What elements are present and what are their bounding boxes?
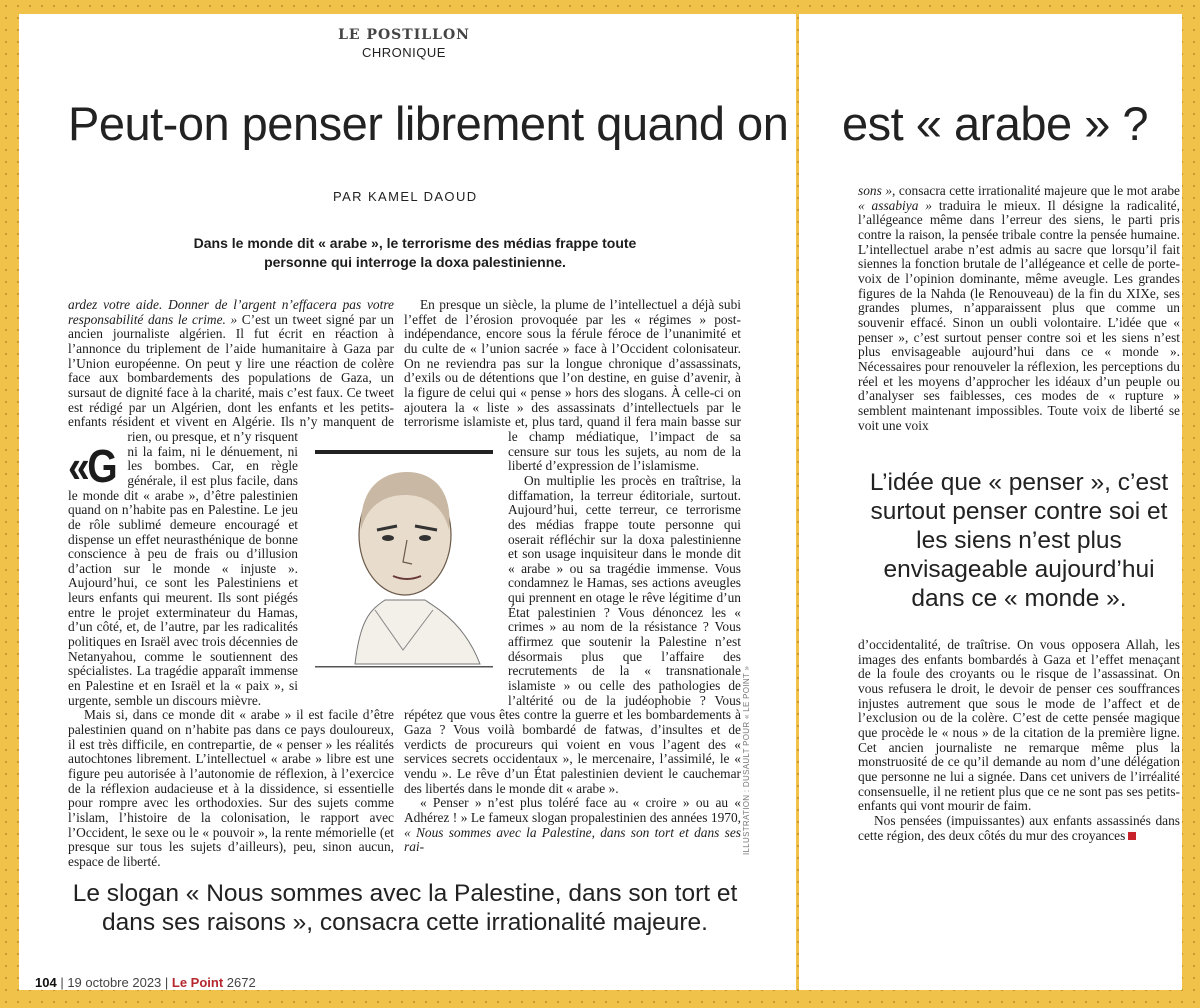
paragraph: On multiplie les procès en traîtrise, la diffamation, la terreur éditoriale, surtout. Aujourd’hui, cette terreur, ce terrorisme des médias frappe toute personne qui oserait réfléchir sur la doxa palestinienne et son usage inquisiteur dans le monde dit « arabe » ou sa tragédie immense. Vous condamnez le Hamas, ses actions aveugles qui prennent en otage le rêve légitime d’un État palestinien ? Vous dénoncez les « crimes » au nom de la résistance ? Vous affirmez que soutenir la Palestine n’est désormais plus que l’affaire des recrutements de la « transnationale islamiste » ou celle des pathologies de l’altérité ou de la judéophobie ? Vous répétez que vous êtes contre la guerre et les bombardements à Gaza ? Vous voilà bombardé de fatwas, d’insultes et de verdicts de procureurs qui voient en vous l’agent des « services secrets occidentaux », le mercenaire, l’assimilé, le « vendu ». Le rêve d’un État palestinien devient le cauchemar des libertés dans le monde dit « arabe ». bbox=[404, 472, 741, 796]
column-3-bottom bbox=[858, 638, 1180, 843]
pull-quote-right: L’idée que « penser », c’est surtout penser contre soi et les siens n’est plus envisageable aujourd’hui dans ce « monde ». bbox=[869, 469, 1169, 612]
masthead-title: LE POSTILLON bbox=[338, 27, 470, 43]
masthead bbox=[330, 27, 478, 60]
paragraph bbox=[858, 184, 1180, 433]
end-mark-icon bbox=[1128, 832, 1136, 840]
page-number: 104 bbox=[35, 975, 57, 990]
pull-quote-bottom: Le slogan « Nous sommes avec la Palestine, dans son tort et dans ses raisons », consacra cette irrationalité majeure. bbox=[72, 880, 738, 936]
headline-part-1: Peut-on penser librement quand on bbox=[68, 97, 789, 150]
paragraph: d’occidentalité, de traîtrise. On vous opposera Allah, les images des enfants bombardés à Gaza et l’effet menaçant de la foule des croyants ou le risque de l’assassinat. On vous refusera le droit, le devoir de penser ces souffrances injustes autrement que sous le mode de l’affect et de l’exclusion ou de la colère. C’est de cette pensée magique que procède le « nous » de la citation de la première ligne. Cet ancien journaliste ne remarque même plus la monstruosité de ce qu’il demande au nom d’une délégation que personne ne lui a signée. Dans cet univers de l’irréalité consensuelle, il ne retient plus que ce ne sont pas ses petits-enfants qui vont mourir de faim. bbox=[858, 637, 1180, 814]
illustration-credit: ILLUSTRATION : DUSAULT POUR « LE POINT » bbox=[742, 665, 751, 855]
section-label: CHRONIQUE bbox=[362, 45, 446, 60]
column-3-top bbox=[858, 184, 1180, 433]
lead-quote: ardez votre aide. Donner de l’argent n’effacera pas votre responsabilité dans le crime. » bbox=[68, 297, 394, 327]
paragraph-text: Nos pensées (impuissantes) aux enfants assassinés dans cette région, des deux côtés du mur des croyances bbox=[858, 812, 1180, 843]
paragraph-text: « Penser » n’est plus toléré face au « croire » ou au « Adhérez ! » Le fameux slogan propalestinien des années 1970, bbox=[404, 795, 741, 825]
paragraph-text: C’est un tweet signé par un ancien journaliste algérien. Il fut écrit en réaction à l’annonce du triplement de l’aide humanitaire à Gaza par l’Union européenne. On peut y lire une réaction de colère face aux bombardements des populations de Gaza, un sursaut de dignité face à la charité, mais c’est faux. Ce tweet est rédigé par un Algérien, dont les enfants et les petits-enfants résident et vivent en Algérie. Ils n’y manquent de rien, ou presque, et n’y risquent ni la faim, ni le dénuement, ni les bombes. Car, en règle générale, il est plus facile, dans le monde dit « arabe », d’être palestinien quand on n’habite pas en Palestine. Le jeu de rôle sublimé demeure encouragé et dispense un effet neurasthénique de bonne conscience à peu de frais ou d’illusion d’action sur le monde « injuste ». Aujourd’hui, ce sont les Palestiniens et leurs enfants qui meurent. Ils sont piégés entre le projet exterminateur du Hamas, d’un côté, et, de l’autre, par les radicalités politiques en Israël avec trois décennies de Netanyahou, comme le soutiennent des spécialistes. La tragédie apparaît immense en Palestine et en Israël et la « paix », si urgente, semble un discours mièvre. bbox=[68, 311, 395, 708]
paragraph bbox=[858, 814, 1180, 843]
headline-part-2: est « arabe » ? bbox=[842, 97, 1149, 150]
paragraph-text: , consacra cette irrationalité majeure que le mot arabe bbox=[892, 183, 1180, 198]
assabiya-term: « assabiya » bbox=[858, 197, 932, 213]
paragraph: En presque un siècle, la plume de l’intellectuel a déjà subi l’effet de l’érosion provoquée par les « régimes » post-indépendance, encore sous la férule féroce de l’unanimité et du culte de « l’union sacrée » face à l’Occident colonisateur. On ne reviendra pas sur la longue chronique d’assassinats, d’exils ou de détentions que l’on destine, en guise d’avenir, à la figure de celui qui « pense » hors des slogans. À celle-ci on ajoutera la « liste » des assassinats d’intellectuels par le terrorisme islamiste et, plus tard, quand il fera main basse sur le champ médiatique, l’impact de sa censure sur tous les sujets, au nom de la liberté d’expression de l’islamisme. bbox=[404, 297, 741, 474]
slogan-quote: « Nous sommes avec la Palestine, dans son tort et dans ses rai- bbox=[404, 824, 741, 855]
paragraph-text: traduira le mieux. Il désigne la radicalité, l’allégeance même dans l’erreur des siens, le parti pris contre la raison, la pensée tribale contre la pensée humaine. L’intellectuel arabe n’est admis au sacre que lorsqu’il fait siennes la fonction brutale de l’allégeance et celle de porte-voix de l’opinion dominante, même aveugle. Les grandes figures de la Nahda (le Renouveau) de la fin du XIXe, ses grandes plumes, n’apparaissent plus que comme un souvenir effacé. Sinon un oubli volontaire. L’idée que « penser », c’est surtout penser contre soi et les siens n’est plus envisageable aujourd’hui dans ce « monde ». Nécessaires pour renouveler la réflexion, les perceptions du réel et les moyens d’approcher les idéaux d’un peuple ou d’analyser ses faiblesses, ces modes de « rupture » semblent maintenant impossibles. Toute voix de liberté se voit une voix bbox=[858, 197, 1180, 433]
issue-number: 2672 bbox=[226, 975, 256, 990]
slogan-quote-end: sons » bbox=[858, 183, 893, 198]
byline: PAR KAMEL DAOUD bbox=[333, 189, 478, 204]
issue-date: 19 octobre 2023 bbox=[67, 975, 162, 990]
portrait-illustration bbox=[315, 450, 493, 670]
paragraph bbox=[404, 796, 741, 855]
page-footer: 104 | 19 octobre 2023 | Le Point 2672 bbox=[35, 975, 256, 990]
brand-name: Le Point bbox=[171, 975, 224, 990]
deck: Dans le monde dit « arabe », le terrorisme des médias frappe toute personne qui interroge la doxa palestinienne. bbox=[193, 235, 637, 270]
drop-cap: «G bbox=[68, 440, 116, 492]
paragraph: Mais si, dans ce monde dit « arabe » il est facile d’être palestinien quand on n’habite pas dans ce pays douloureux, il est très difficile, en contrepartie, de « penser » les réalités autochtones librement. L’intellectuel « arabe » libre est une figure peu autorisée à l’autonomie de réflexion, à l’exercice de la réflexion audacieuse et à la dissidence, si essentielle pour rompre avec les orthodoxies. Sur des sujets comme l’islam, l’histoire de la colonisation, le rapport avec l’Occident, le sexe ou le « pouvoir », la rente mémorielle (et presque sur tous les sujets d’ailleurs), peu, sinon aucun, espace de liberté. bbox=[68, 707, 394, 869]
